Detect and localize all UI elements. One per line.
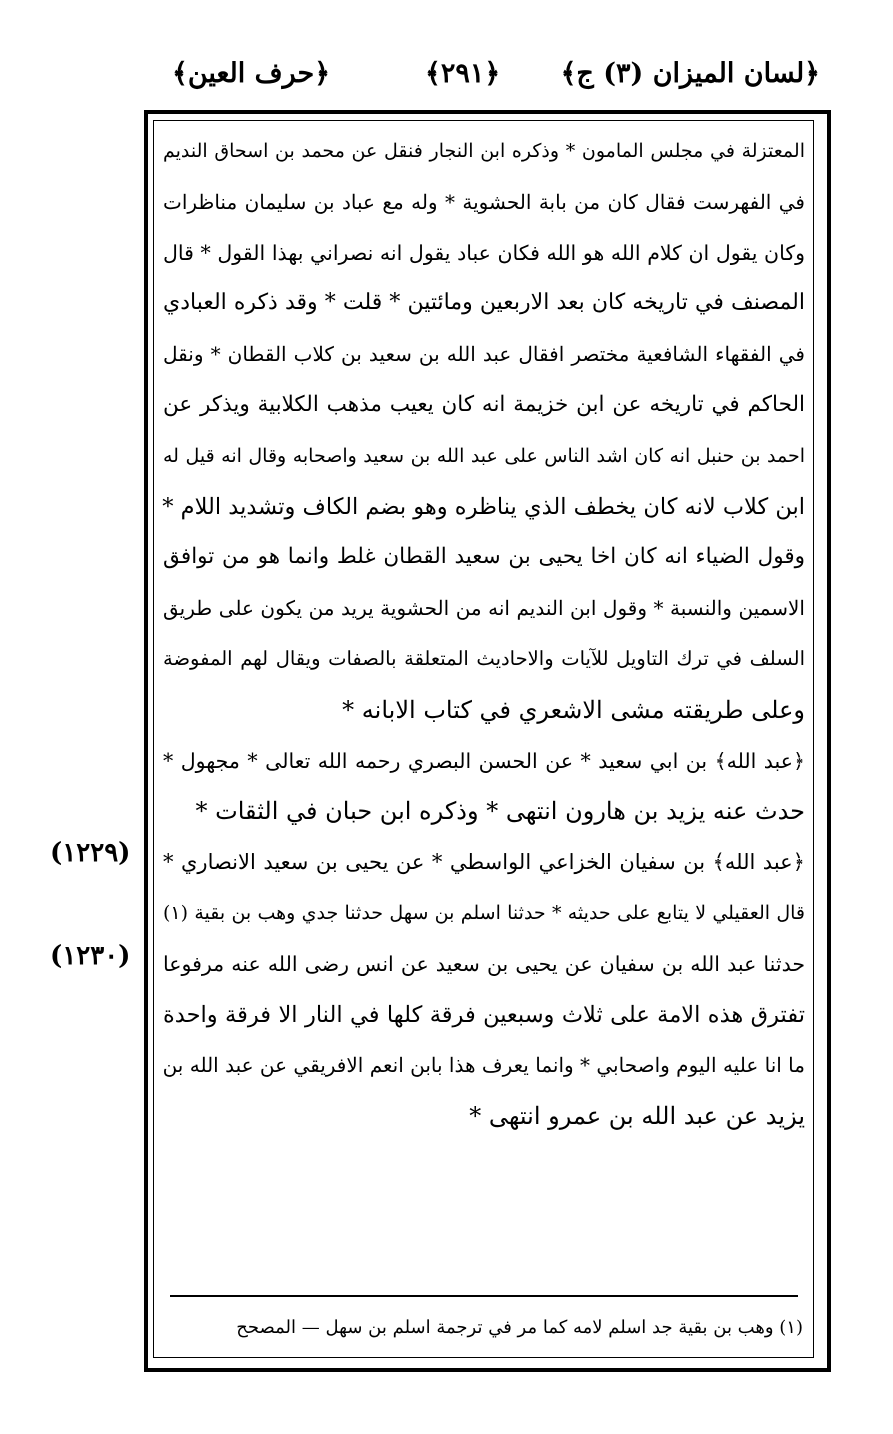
text-line: ابن كلاب لانه كان يخطف الذي يناظره وهو بضم الكاف وتشديد اللام * [162, 493, 805, 520]
footnote: (١) وهب بن بقية جد اسلم لامه كما مر في ترجمة اسلم بن سهل — المصحح [236, 1317, 803, 1338]
text-line: في الفقهاء الشافعية مختصر افقال عبد الله بن سعيد بن كلاب القطان * ونقل [163, 342, 805, 367]
text-line: تفترق هذه الامة على ثلاث وسبعين فرقة كلها في النار الا فرقة واحدة [163, 1001, 805, 1028]
text-line: يزيد عن عبد الله بن عمرو انتهى * [469, 1102, 805, 1131]
book-title: ﴿لسان الميزان (٣) ج﴾ [560, 58, 820, 89]
text-line: وعلى طريقته مشى الاشعري في كتاب الابانه * [342, 695, 805, 724]
text-line: المعتزلة في مجلس المامون * وذكره ابن النجار فنقل عن محمد بن اسحاق النديم [163, 140, 805, 162]
page-header [160, 58, 820, 98]
text-line: الاسمين والنسبة * وقول ابن النديم انه من الحشوية يريد من يكون على طريق [163, 596, 805, 621]
text-line: في الفهرست فقال كان من بابة الحشوية * وله مع عباد بن سليمان مناظرات [163, 189, 805, 214]
text-line: حدثنا عبد الله بن سفيان عن يحيى بن سعيد عن انس رضى الله عنه مرفوعا [163, 951, 805, 976]
entry-heading-line: ﴿عبد الله﴾ بن سفيان الخزاعي الواسطي * عن يحيى بن سعيد الانصاري * [163, 850, 805, 875]
entry-number: (١٢٢٩) [50, 838, 131, 868]
main-text [163, 126, 805, 1142]
text-line: الحاكم في تاريخه عن ابن خزيمة انه كان يعيب مذهب الكلابية ويذكر عن [163, 391, 805, 417]
text-line: المصنف في تاريخه كان بعد الاربعين ومائتين * قلت * وقد ذكره العبادي [163, 290, 805, 316]
text-line: وقول الضياء انه كان اخا يحيى بن سعيد القطان غلط وانما هو من توافق [163, 544, 805, 570]
text-line: ما انا عليه اليوم واصحابي * وانما يعرف هذا بابن انعم الافريقي عن عبد الله بن [162, 1053, 805, 1078]
text-line: حدث عنه يزيد بن هارون انتهى * وذكره ابن حبان في الثقات * [195, 797, 805, 826]
footnote-divider [170, 1295, 798, 1297]
page-number: ﴿٢٩١﴾ [425, 58, 501, 89]
entry-number: (١٢٣٠) [50, 941, 131, 971]
text-line: السلف في ترك التاويل للآيات والاحاديث المتعلقة بالصفات ويقال لهم المفوضة [163, 646, 805, 670]
section-title: ﴿حرف العين﴾ [172, 58, 331, 89]
text-line: احمد بن حنبل انه كان اشد الناس على عبد الله بن سعيد واصحابه وقال انه قيل له [163, 444, 805, 467]
text-line: قال العقيلي لا يتابع على حديثه * حدثنا اسلم بن سهل حدثنا جدي وهب بن بقية (١) [163, 901, 805, 924]
text-line: وكان يقول ان كلام الله هو الله فكان عباد يقول انه نصراني بهذا القول * قال [163, 240, 805, 265]
entry-heading-line: ﴿عبد الله﴾ بن ابي سعيد * عن الحسن البصري رحمه الله تعالى * مجهول * [163, 748, 805, 773]
